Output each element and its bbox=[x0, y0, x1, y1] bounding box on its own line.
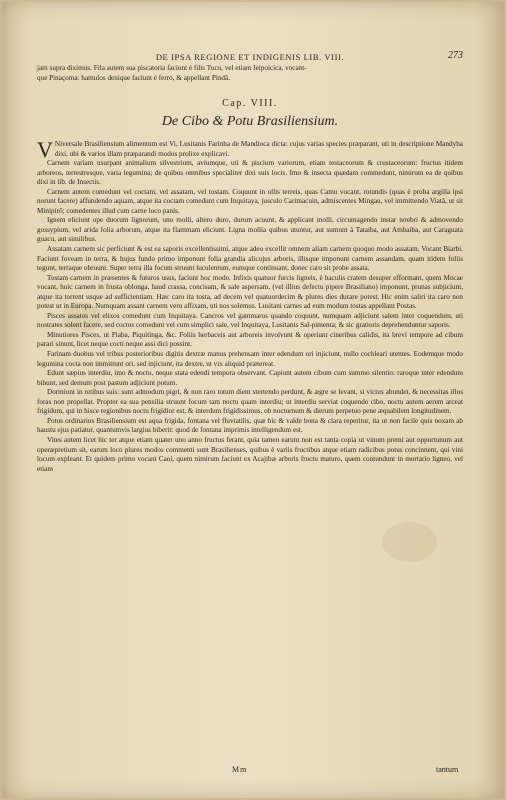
paper-stain bbox=[382, 522, 437, 562]
paragraph-text: Niversale Brasiliensium alimentum est Vi, Lusitanis Farinha de Mandioca dicta: cujus varias species præparant, uti in descriptione Mandyba dixi, ubi & varios illam præparandi modos prolixe explicavi. bbox=[54, 140, 463, 158]
paragraph: Tostam carnem in præsentes & futuros usus, faciunt hoc modo. Infixis quatuor furcis ligneis, è baculis cratem desuper efformant, quem Mocae vocant, huic carnem in frusta oblonga, haud crassa, concisam, & sale aspersam, (vel illius defectu pipere Brasiliano) imponunt, prunas subjiciunt, atque ita torrent usque ad sufficientiam. Hæc caro ita tosta, ad decem vel quatuordecim & plures dies durare potest. Hic enim saliri ita caro non potest ut in Europa. Numquam assant carnem veru affixam, uti nos solemus. Lusitani carnes ad eum modum tostas appellant Postas. bbox=[37, 273, 463, 311]
paragraph: Carnem variam usurpant animalium silvestrium, aviumque, uti & piscium variorum, etiam testaceorum & crustaceorum: fructus itidem arboreos, terrestresque, varia legumina; de quibus omnibus specialiter dixi suis locis. Imo & insecta quædam commedunt, nimirum ea de quibus dixi in lib. de Insectis. bbox=[37, 159, 463, 187]
carried-over-text bbox=[37, 64, 463, 83]
paragraph: Ignem eliciunt ope duorum lignorum, uno molli, altero duro, durum acuunt, & applicant molli, circumagendo instar terebri & admovendo gossypium, vel arida folia arborum, atque ita flammam eliciunt. Ligna mollia quibus utuntur, aut sumunt à Tataiba, aut Ambaiba, aut Caraguata guacu, aut similibus. bbox=[37, 216, 463, 244]
signature-mark: Mm bbox=[232, 765, 248, 774]
chapter-label: Cap. VIII. bbox=[222, 98, 278, 109]
running-head: DE IPSA REGIONE ET INDIGENIS LIB. VIII. bbox=[155, 52, 345, 62]
chapter-title: De Cibo & Potu Brasiliensium. bbox=[161, 114, 339, 129]
chapter-body bbox=[37, 137, 463, 474]
paragraph: Dormiunt in retibus suis: sunt admodum pigri, & non raro totum diem stertendo perdunt, & ægre se levant, si victus abundet, & necessitas illos foras non propellat. Propter ea sua pensilia struunt focum tam noctu quam interdiu; ut interdiu serviat coquendo cibo, noctu autem aerem arceat frigidum, qui in hisce regionibus noctu frigidior est, & interdum frigidissimus, ob nocturnum & dierum perpetuo pene æquabilem longitudinem. bbox=[37, 388, 463, 416]
paragraph: Potus ordinarius Brasiliensium est aqua frigida, fontana vel fluviatilis, quæ hic & valde bona & clara reperitur, ita ut non facile quis noxam ab haustu ejus patiatur, quantumvis largius biberit: quod de fontana imprimis intelligendum est. bbox=[37, 416, 463, 435]
paragraph: Farinam duobus vel tribus posterioribus digitis dextræ manus prehensam inter edendum ori injiciunt, nullo cochleari utentes. Eodemque modo legumina cocta non immittunt ori, sed injiciunt, ita dextre, ut vix aliquid prætereat. bbox=[37, 350, 463, 368]
paragraph: Vites autem licet hic ter atque etiam quater uno anno fructus ferant, quia tamen earum non est tanta copia ut vinum premi aut opportunum aut operæpretium sit, earum loco plures modos commenti sunt Brasilienses, quibus è variis fructibus atque etiam radicibus potus concinnent, qui vini locum expleant. Et quidem primo vocant Caoi, quem nimirum faciunt ex Acajibæ arboris fructu maturo, quem contundunt in mortario ligneo, vel etiam bbox=[37, 435, 463, 473]
drop-cap: V bbox=[37, 137, 53, 162]
paragraph bbox=[37, 137, 463, 162]
catchword: tantum bbox=[436, 765, 459, 774]
text-line: que Pinaçoma: hamulos denique faciunt è ferro, & appellant Pindâ. bbox=[37, 73, 231, 82]
paragraph: Pisces assatos vel elixos comedunt cum Inquitaya. Cancros vel gammaros quando coquunt, numquam adjiciunt salem inter coquendum, uti nostrates solent facere, sed coctos comedunt vel cum simplici sale, vel Inquitaya, Lusitanis Sal-pimenta; & sic gratioris deprehenduntur saporis. bbox=[37, 311, 463, 330]
paragraph: Carnem autem comedunt vel coctam, vel assatam, vel tostam. Coquunt in ollis terreis, quas Camu vocant, rotundis (quas è proba argilla ipsi norunt facere) affundendo aquam, atque ita coctam comedunt cum Inquitaya, jusculo Carimacuin, admiscentes Mingau, vel immittendo Viatâ, ut sit Minipirô; comedentes illud cum carne loco panis. bbox=[37, 187, 463, 215]
paragraph: Minutiores Pisces, ut Piaba, Piquitinga, &c. Foliis herbaceis aut arboreis involvunt & operiunt cineribus calidis, ita brevi tempore ad cibum parari sinunt, licet neque cocti neque assi dici possint. bbox=[37, 330, 463, 349]
paragraph: Edunt sæpius interdiu, imo & noctu, neque stata edendi tempora observant. Capiunt autem cibum cum summo silentio: raroque inter edendum bibunt, sed demum post pastum adjiciunt potum. bbox=[37, 369, 463, 387]
text-line: jam supra diximus. Fila autem sua piscatoria faciunt è filis Tucu, vel etiam Ieipoicica, vocant- bbox=[37, 64, 307, 72]
paragraph: Assatam carnem sic perficiunt & est ea saporis excellentissimi, atque adeo excellit omnem aliam carnem quoquo modo assatam. Vocant Biarbi. Faciunt foveam in terra, & hujus fundo primo imponunt folia grandia alicujus arboris, illisque imponunt carnem assandam, quam itidem foliis tegunt, terraque obruunt. Super terra illa focum struunt luculentum, eumque continuant, donec caro sit probe assata. bbox=[37, 245, 463, 273]
page-number: 273 bbox=[448, 50, 463, 61]
